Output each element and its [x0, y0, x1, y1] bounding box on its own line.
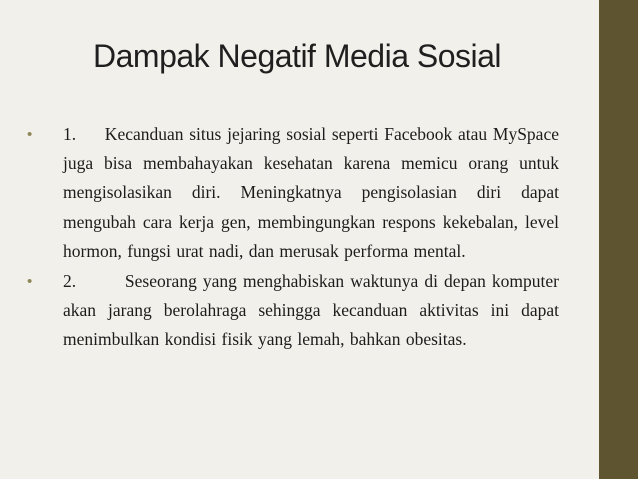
bullet-item-1: [27, 120, 559, 266]
bullet-text-2: 2. Seseorang yang menghabiskan waktunya di depan komputer akan jarang berolahraga sehingga kecanduan aktivitas ini dapat menimbulkan kondisi fisik yang lemah, bahkan obesitas.: [63, 271, 559, 350]
bullet-list: [27, 120, 559, 356]
bullet-icon: •: [27, 126, 33, 143]
slide-title: Dampak Negatif Media Sosial: [93, 38, 502, 74]
side-accent-bar: [599, 0, 638, 479]
bullet-item-2: [27, 267, 559, 355]
bullet-text-1: 1. Kecanduan situs jejaring sosial seperti Facebook atau MySpace juga bisa membahayakan kesehatan karena memicu orang untuk mengisolasikan diri. Meningkatnya pengisolasian diri dapat mengubah cara kerja gen, membingungkan respons kekebalan, level hormon, fungsi urat nadi, dan merusak performa mental.: [63, 124, 559, 261]
bullet-icon: •: [27, 273, 33, 291]
